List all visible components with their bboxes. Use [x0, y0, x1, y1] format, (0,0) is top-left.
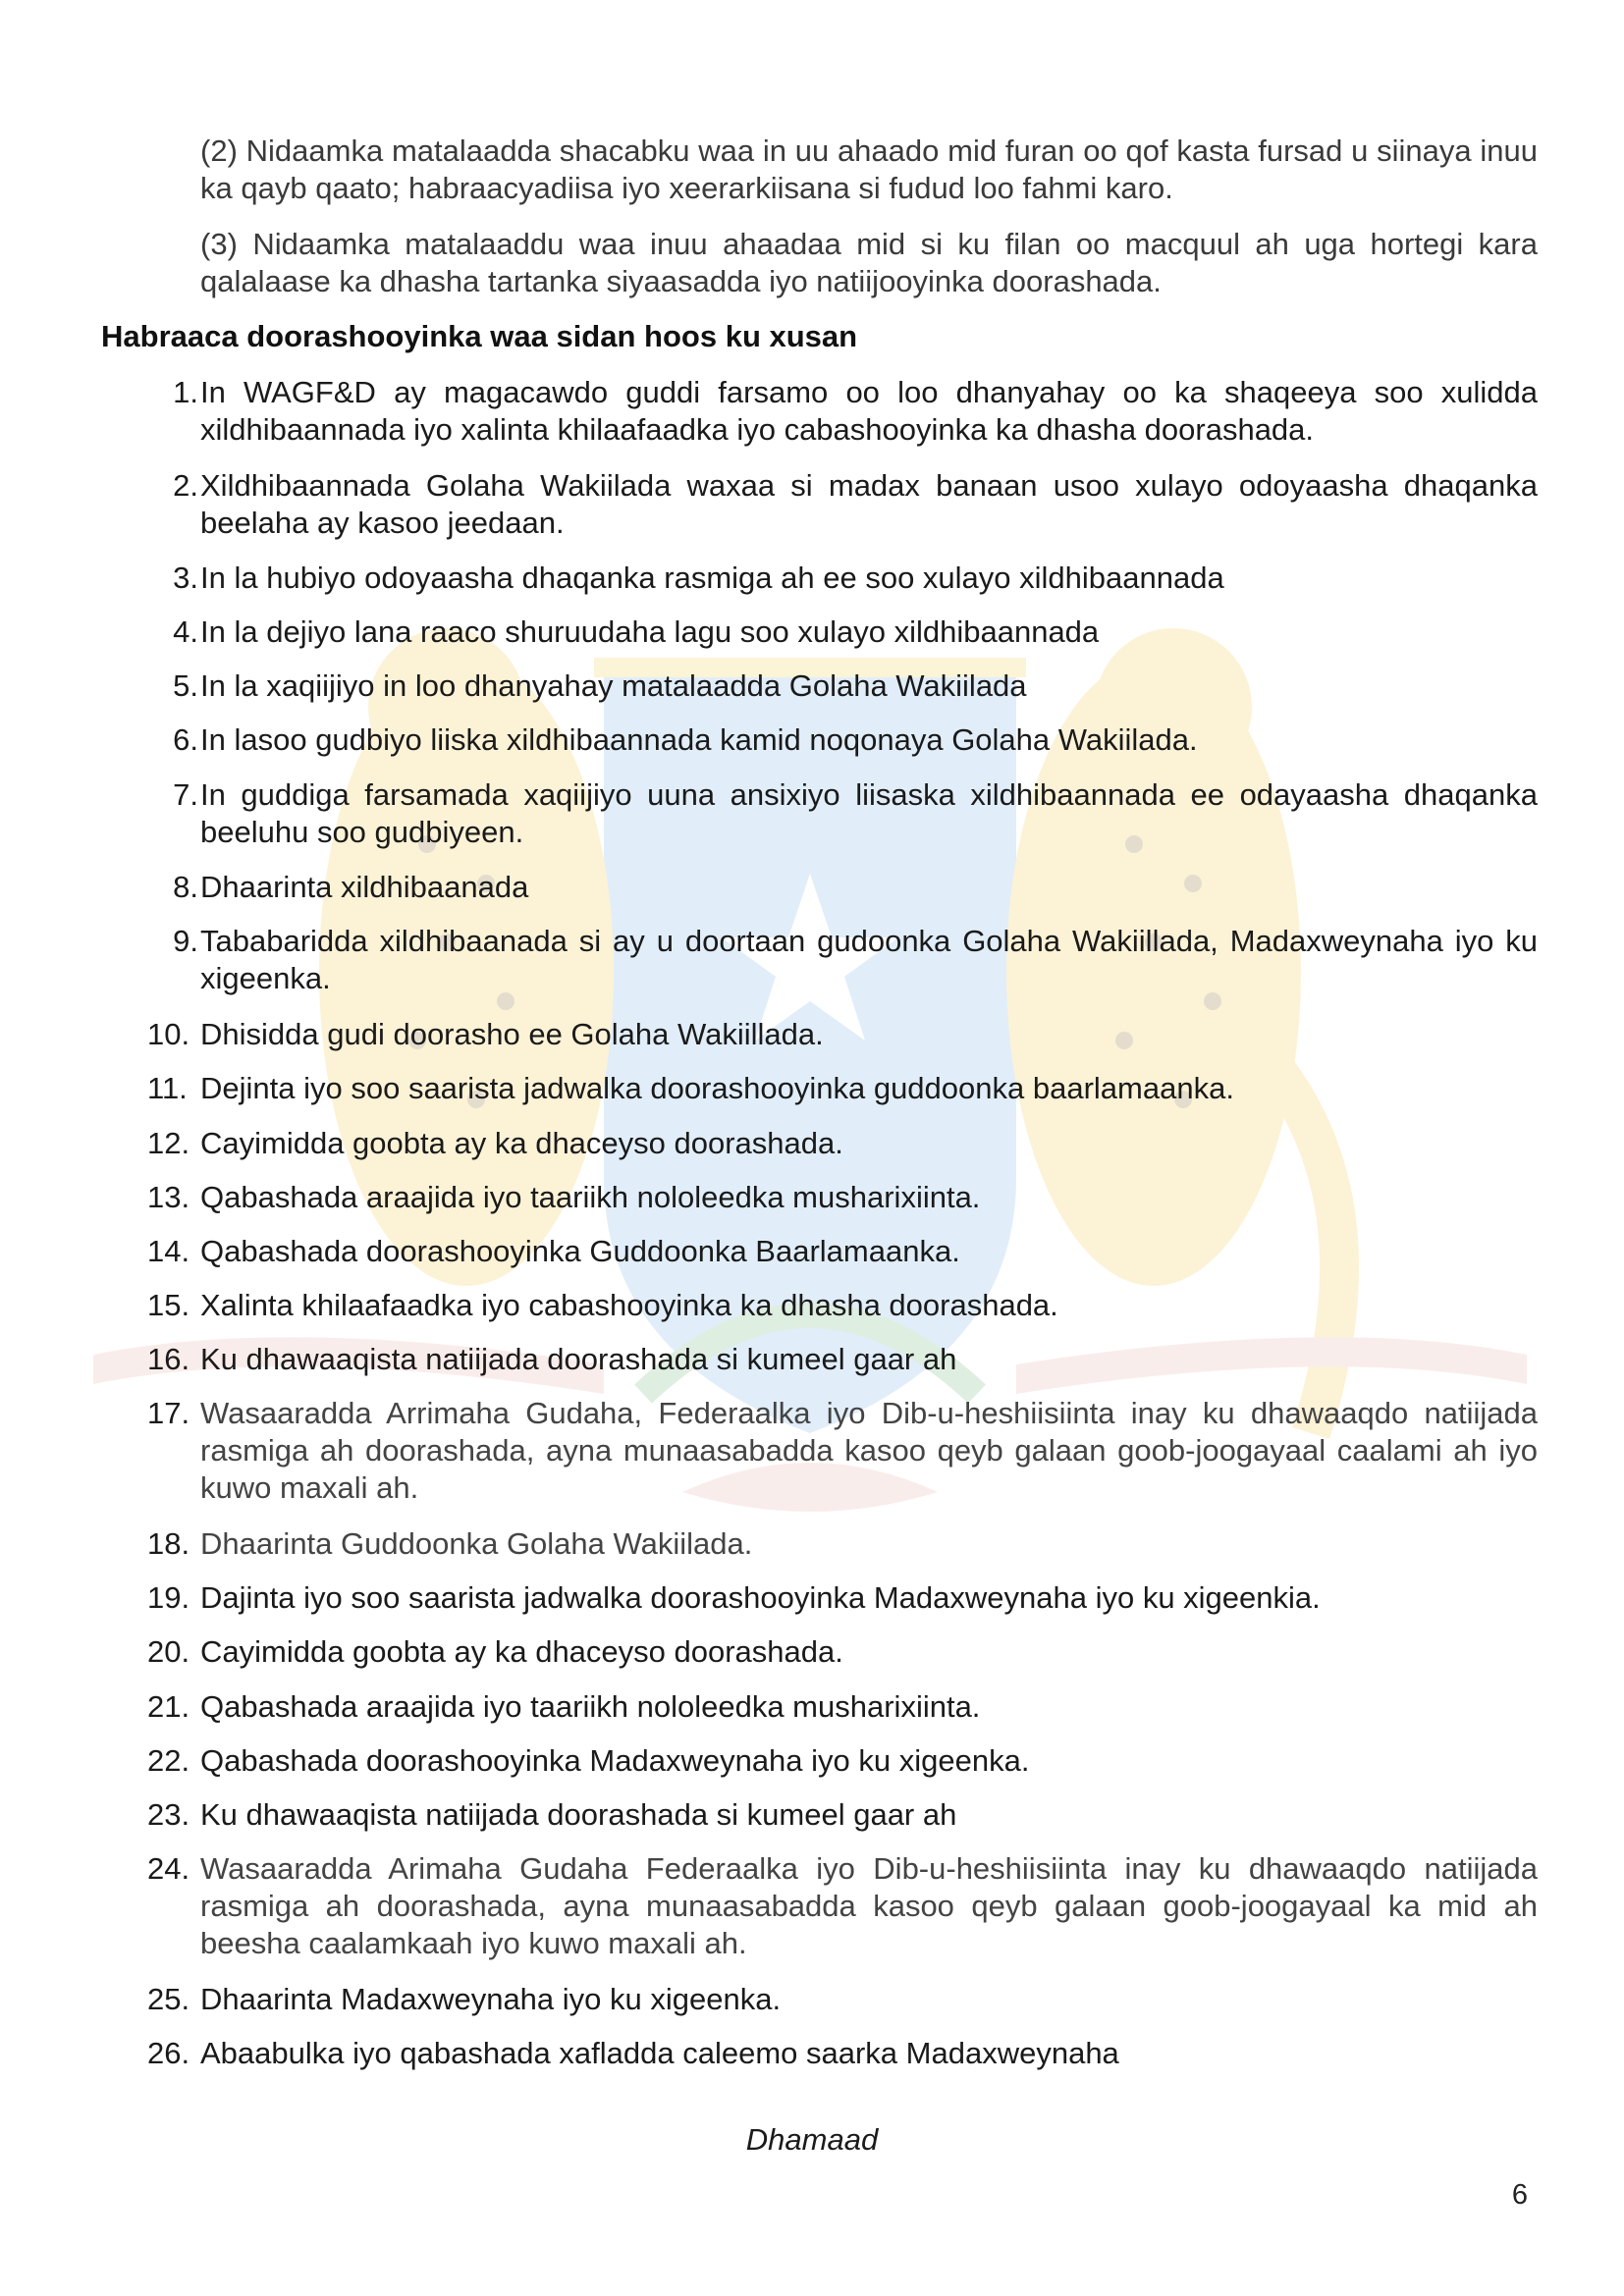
list-item: [147, 1070, 1538, 1107]
list-number: 13.: [147, 1180, 190, 1214]
list-text: Dhaarinta xildhibaanada: [200, 870, 529, 904]
list-number: 21.: [147, 1689, 190, 1724]
list-item: [147, 923, 1538, 997]
list-text: Cayimidda goobta ay ka dhaceyso doorashada.: [200, 1634, 843, 1669]
list-number: 18.: [147, 1526, 190, 1561]
list-text: Ku dhawaaqista natiijada doorashada si kumeel gaar ah: [200, 1342, 957, 1376]
list-number: 14.: [147, 1234, 190, 1268]
list-number: 22.: [147, 1743, 190, 1778]
list-text: Xildhibaannada Golaha Wakiilada waxaa si madax banaan usoo xulayo odoyaasha dhaqanka beelaha ay kasoo jeedaan.: [200, 468, 1538, 540]
list-item: [147, 1633, 1538, 1671]
intro-paragraph-3: (3) Nidaamka matalaaddu waa inuu ahaadaa mid si ku filan oo macquul ah uga hortegi kara qalalaase ka dhasha tartanka siyaasadda iyo natiijooyinka doorashada.: [200, 227, 1538, 298]
list-item: [147, 1850, 1538, 1962]
list-text: Tababaridda xildhibaanada si ay u doortaan gudoonka Golaha Wakiillada, Madaxweynaha iyo ku xigeenka.: [200, 924, 1538, 995]
list-text: Dhaarinta Madaxweynaha iyo ku xigeenka.: [200, 1982, 782, 2016]
list-number: 9.: [173, 924, 198, 958]
list-item: [147, 1796, 1538, 1834]
list-number: 17.: [147, 1396, 190, 1430]
list-text: Dejinta iyo soo saarista jadwalka doorashooyinka guddoonka baarlamaanka.: [200, 1071, 1234, 1105]
list-text: In la dejiyo lana raaco shuruudaha lagu soo xulayo xildhibaannada: [200, 614, 1100, 649]
list-number: 12.: [147, 1126, 190, 1160]
list-number: 2.: [173, 468, 198, 503]
list-text: In la xaqiijiyo in loo dhanyahay matalaadda Golaha Wakiilada: [200, 668, 1027, 703]
list-item: [147, 1688, 1538, 1726]
list-item: [147, 467, 1538, 542]
list-number: 26.: [147, 2036, 190, 2070]
list-number: 20.: [147, 1634, 190, 1669]
list-number: 16.: [147, 1342, 190, 1376]
list-text: In WAGF&D ay magacawdo guddi farsamo oo loo dhanyahay oo ka shaqeeya soo xulidda xildhibaannada iyo xalinta khilaafaadka iyo cabashooyinka ka dhasha doorashada.: [200, 375, 1538, 447]
list-item: [147, 776, 1538, 851]
list-text: Dhisidda gudi doorasho ee Golaha Wakiillada.: [200, 1017, 824, 1051]
list-text: Dhaarinta Guddoonka Golaha Wakiilada.: [200, 1526, 753, 1561]
list-text: Qabashada doorashooyinka Guddoonka Baarlamaanka.: [200, 1234, 960, 1268]
list-text: In la hubiyo odoyaasha dhaqanka rasmiga ah ee soo xulayo xildhibaannada: [200, 561, 1224, 595]
list-item: [147, 1125, 1538, 1162]
list-text: Ku dhawaaqista natiijada doorashada si kumeel gaar ah: [200, 1797, 957, 1832]
list-item: [147, 1179, 1538, 1216]
section-heading: Habraaca doorashooyinka waa sidan hoos ku xusan: [101, 319, 858, 353]
list-number: 5.: [173, 668, 198, 703]
list-item: [147, 1579, 1538, 1617]
list-number: 7.: [173, 777, 198, 812]
list-text: Qabashada araajida iyo taariikh nololeedka musharixiinta.: [200, 1180, 981, 1214]
list-item: [147, 869, 1538, 906]
list-text: Wasaaradda Arimaha Gudaha Federaalka iyo Dib-u-heshiisiinta inay ku dhawaaqdo natiijada rasmiga ah doorashada, ayna munaasabadda kasoo qeyb galaan goob-joogayaal ka mid ah beesha caalamkaah iyo kuwo maxali ah.: [200, 1851, 1538, 1960]
list-item: [147, 721, 1538, 759]
list-number: 4.: [173, 614, 198, 649]
list-text: Xalinta khilaafaadka iyo cabashooyinka ka dhasha doorashada.: [200, 1288, 1058, 1322]
list-item: [147, 560, 1538, 597]
list-number: 15.: [147, 1288, 190, 1322]
list-text: In lasoo gudbiyo liiska xildhibaannada kamid noqonaya Golaha Wakiilada.: [200, 722, 1198, 757]
list-number: 23.: [147, 1797, 190, 1832]
page-number: 6: [1511, 2179, 1528, 2211]
list-text: Qabashada doorashooyinka Madaxweynaha iyo ku xigeenka.: [200, 1743, 1030, 1778]
list-number: 11.: [147, 1071, 188, 1105]
list-number: 3.: [173, 561, 198, 595]
list-item: [147, 1341, 1538, 1378]
list-text: Qabashada araajida iyo taariikh nololeedka musharixiinta.: [200, 1689, 981, 1724]
intro-paragraph-2: (2) Nidaamka matalaadda shacabku waa in uu ahaado mid furan oo qof kasta fursad u siinaya inuu ka qayb qaato; habraacyadiisa iyo xeerarkiisana si fudud loo fahmi karo.: [200, 133, 1538, 205]
list-text: Abaabulka iyo qabashada xafladda caleemo saarka Madaxweynaha: [200, 2036, 1119, 2070]
list-item: [147, 1233, 1538, 1270]
list-item: [147, 374, 1538, 449]
list-item: [147, 667, 1538, 705]
list-item: [147, 1981, 1538, 2018]
list-text: Cayimidda goobta ay ka dhaceyso doorashada.: [200, 1126, 843, 1160]
list-text: Dajinta iyo soo saarista jadwalka doorashooyinka Madaxweynaha iyo ku xigeenkia.: [200, 1580, 1321, 1615]
list-text: In guddiga farsamada xaqiijiyo uuna ansixiyo liisaska xildhibaannada ee odayaasha dhaqanka beeluhu soo gudbiyeen.: [200, 777, 1538, 849]
list-item: [147, 1016, 1538, 1053]
list-number: 10.: [147, 1017, 190, 1051]
list-number: 1.: [173, 375, 198, 409]
list-item: [147, 1287, 1538, 1324]
list-number: 8.: [173, 870, 198, 904]
list-number: 6.: [173, 722, 198, 757]
list-item: [147, 1395, 1538, 1507]
list-item: [147, 1525, 1538, 1563]
list-number: 19.: [147, 1580, 190, 1615]
closing-text: Dhamaad: [745, 2122, 879, 2157]
list-item: [147, 2035, 1538, 2072]
list-number: 25.: [147, 1982, 190, 2016]
list-item: [147, 1742, 1538, 1780]
list-number: 24.: [147, 1851, 190, 1886]
list-text: Wasaaradda Arrimaha Gudaha, Federaalka iyo Dib-u-heshiisiinta inay ku dhawaaqdo natiijada rasmiga ah doorashada, ayna munaasabadda kasoo qeyb galaan goob-joogayaal caalami ah iyo kuwo maxali ah.: [200, 1396, 1538, 1505]
list-item: [147, 614, 1538, 651]
